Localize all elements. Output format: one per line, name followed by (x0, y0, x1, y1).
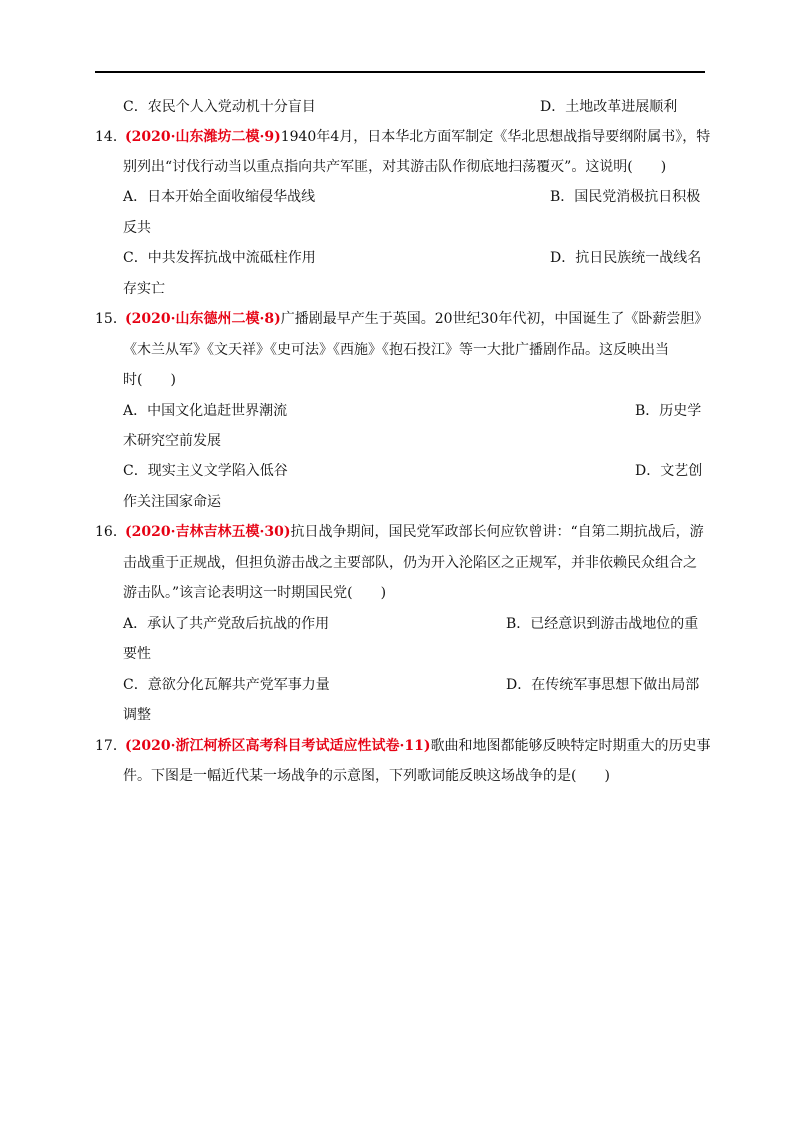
q16-option-d-cont: 调整 (123, 707, 151, 723)
q14-number: 14． (95, 129, 127, 145)
q14-option-b-cont: 反共 (123, 220, 151, 236)
q16-stem-line3: 游击队。”该言论表明这一时期国民党( ) (123, 585, 387, 601)
q15-stem-line3: 时( ) (123, 372, 176, 388)
q15-option-c: C．现实主义文学陷入低谷 (123, 463, 288, 479)
header-rule (95, 71, 705, 73)
q14-stem-line2: 别列出“讨伐行动当以重点指向共产军匪，对其游击队作彻底地扫荡覆灭”。这说明( ) (123, 159, 667, 175)
q16-option-c: C．意欲分化瓦解共产党军事力量 (123, 677, 330, 693)
q15-source: (2020·山东德州二模·8) (125, 311, 281, 327)
option-d-prev: D．土地改革进展顺利 (540, 99, 678, 115)
q14-option-c: C．中共发挥抗战中流砥柱作用 (123, 250, 316, 266)
q14-option-d-cont: 存实亡 (123, 281, 165, 297)
q15-option-b: B．历史学 (635, 403, 702, 419)
q14-stem-line1 (125, 127, 710, 147)
q14-source: (2020·山东潍坊二模·9) (125, 129, 281, 145)
option-c-prev: C．农民个人入党动机十分盲目 (123, 99, 316, 115)
q17-stem-line1 (125, 736, 710, 756)
q16-stem-text1: 抗日战争期间，国民党军政部长何应钦曾讲：“自第二期抗战后，游 (290, 524, 704, 540)
q17-source: (2020·浙江柯桥区高考科目考试适应性试卷·11) (125, 738, 431, 754)
q16-option-b: B．已经意识到游击战地位的重 (506, 616, 699, 632)
q16-option-d: D．在传统军事思想下做出局部 (506, 677, 700, 693)
q15-option-d: D．文艺创 (635, 463, 703, 479)
q17-stem-text1: 歌曲和地图都能够反映特定时期重大的历史事 (430, 738, 711, 754)
q15-stem-text1: 广播剧最早产生于英国。20世纪30年代初，中国诞生了《卧薪尝胆》 (280, 311, 709, 327)
q15-option-a: A．中国文化追赶世界潮流 (123, 403, 288, 419)
q16-stem-line2: 击战重于正规战，但担负游击战之主要部队，仍为开入沦陷区之正规军，并非依赖民众组合之 (123, 555, 697, 571)
q16-number: 16． (95, 524, 127, 540)
q14-option-b: B．国民党消极抗日积极 (550, 189, 701, 205)
q14-option-d: D．抗日民族统一战线名 (550, 250, 702, 266)
q14-stem-text1: 1940年4月，日本华北方面军制定《华北思想战指导要纲附属书》，特 (280, 129, 711, 145)
q15-option-d-cont: 作关注国家命运 (123, 494, 221, 510)
q15-option-b-cont: 术研究空前发展 (123, 433, 221, 449)
q16-stem-line1 (125, 522, 704, 542)
q16-option-a: A．承认了共产党敌后抗战的作用 (123, 616, 330, 632)
q16-source: (2020·吉林吉林五模·30) (125, 524, 291, 540)
q14-option-a: A．日本开始全面收缩侵华战线 (123, 189, 316, 205)
q15-number: 15． (95, 311, 127, 327)
q15-stem-line1 (125, 309, 708, 329)
q17-number: 17． (95, 738, 127, 754)
q16-option-b-cont: 要性 (123, 646, 151, 662)
q15-stem-line2: 《木兰从军》《文天祥》《史可法》《西施》《抱石投江》等一大批广播剧作品。这反映出当 (123, 342, 669, 358)
q17-stem-line2: 件。下图是一幅近代某一场战争的示意图，下列歌词能反映这场战争的是( ) (123, 768, 610, 784)
